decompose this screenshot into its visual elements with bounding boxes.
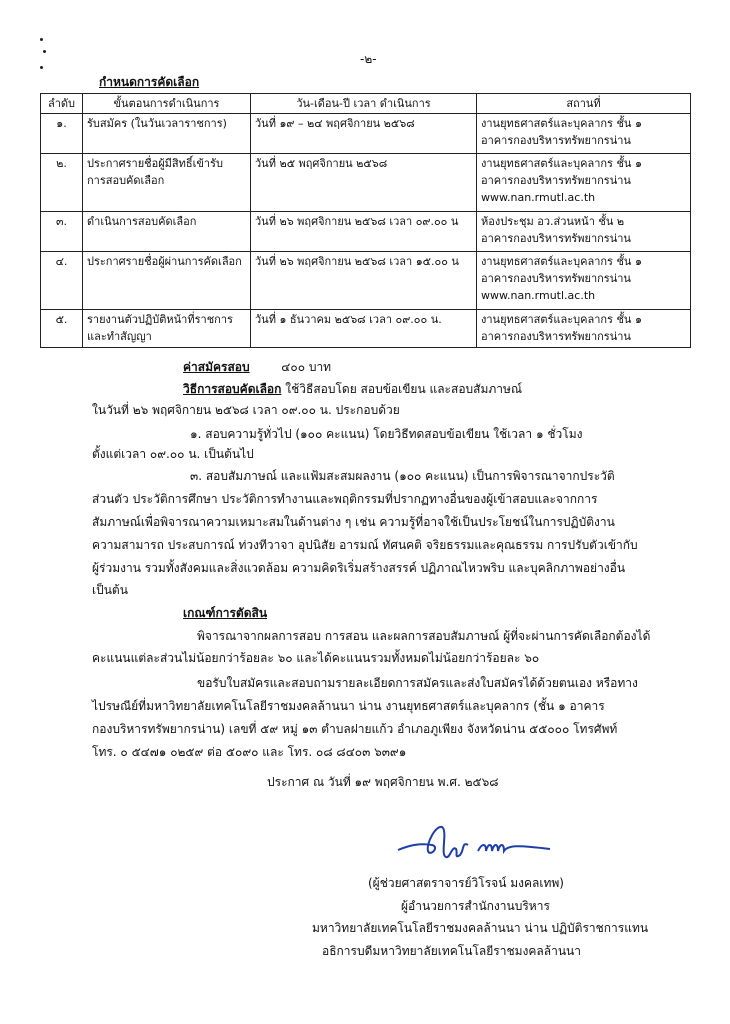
contact-line4: โทร. ๐ ๕๔๗๑ ๐๒๕๙ ต่อ ๕๐๙๐ และ โทร. ๐๘ ๘๔๐๓ ๖๓๙๑ <box>92 745 407 759</box>
signer-position2: มหาวิทยาลัยเทคโนโลยีราชมงคลล้านนา น่าน ปฏิบัติราชการแทน <box>312 921 649 935</box>
place-line: อาคารกองบริหารทรัพยากรน่าน <box>481 174 631 187</box>
method-item1-line1: ๑. สอบความรู้ทั่วไป (๑๐๐ คะแนน) โดยวิธีทดสอบข้อเขียน ใช้เวลา ๑ ชั่วโมง <box>190 427 583 441</box>
place-line: ห้องประชุม อว.ส่วนหน้า ชั้น ๒ <box>481 215 625 228</box>
row-date: วันที่ ๑ ธันวาคม ๒๕๖๘ เวลา ๐๙.๐๐ น. <box>251 310 477 348</box>
row-place <box>477 154 691 212</box>
contact-line1: ขอรับใบสมัครและสอบถามรายละเอียดการสมัครและส่งใบสมัครได้ด้วยตนเอง หรือทาง <box>197 676 638 690</box>
step-line: ประกาศรายชื่อผู้ผ่านการคัดเลือก <box>87 255 242 268</box>
method-item2-line4: ความสามารถ ประสบการณ์ ท่วงทีวาจา อุปนิสัย อารมณ์ ทัศนคติ จริยธรรมและคุณธรรม การปรับตัวเข้ากับ <box>92 538 638 552</box>
schedule-heading: กำหนดการคัดเลือก <box>99 75 200 89</box>
signer-position3: อธิการบดีมหาวิทยาลัยเทคโนโลยีราชมงคลล้านนา <box>322 944 581 958</box>
method-item2-line5: ผู้ร่วมงาน รวมทั้งสังคมและสิ่งแวดล้อม ความคิดริเริ่มสร้างสรรค์ ปฏิภาณไหวพริบ และบุคลิกภาพอย่างอื่น <box>92 561 626 575</box>
row-no: ๒. <box>41 154 83 212</box>
signer-name: (ผู้ช่วยศาสตราจารย์วิโรจน์ มงคลเทพ) <box>368 876 564 890</box>
method-intro: ใช้วิธีสอบโดย สอบข้อเขียน และสอบสัมภาษณ์ <box>285 382 523 396</box>
table-row <box>41 310 691 348</box>
place-line: งานยุทธศาสตร์และบุคลากร ชั้น ๑ <box>481 157 642 170</box>
handwritten-signature <box>390 815 560 870</box>
method-item2-line6: เป็นต้น <box>92 583 128 597</box>
table-row <box>41 252 691 310</box>
place-line: งานยุทธศาสตร์และบุคลากร ชั้น ๑ <box>481 313 642 326</box>
method-item1-line2: ตั้งแต่เวลา ๐๙.๐๐ น. เป็นต้นไป <box>92 447 254 461</box>
place-link[interactable]: www.nan.rmutl.ac.th <box>481 289 596 302</box>
fee-row <box>183 357 331 377</box>
row-no: ๔. <box>41 252 83 310</box>
fee-value: ๔๐๐ บาท <box>281 360 332 374</box>
step-line: รับสมัคร (ในวันเวลาราชการ) <box>87 117 227 130</box>
place-line: อาคารกองบริหารทรัพยากรน่าน <box>481 330 631 343</box>
criteria-line1: พิจารณาจากผลการสอบ การสอน และผลการสอบสัมภาษณ์ ผู้ที่จะผ่านการคัดเลือกต้องได้ <box>197 629 651 643</box>
step-line: รายงานตัวปฏิบัติหน้าที่ราชการ <box>87 313 233 326</box>
schedule-table <box>40 93 691 348</box>
table-header-row <box>41 94 691 114</box>
row-step <box>83 310 251 348</box>
row-place <box>477 212 691 252</box>
page-number: -๒- <box>360 52 377 66</box>
place-line: งานยุทธศาสตร์และบุคลากร ชั้น ๑ <box>481 255 642 268</box>
row-place <box>477 252 691 310</box>
place-line: งานยุทธศาสตร์และบุคลากร ชั้น ๑ <box>481 117 642 130</box>
step-line: ประกาศรายชื่อผู้มีสิทธิ์เข้ารับ <box>87 157 223 170</box>
table-row <box>41 154 691 212</box>
row-no: ๕. <box>41 310 83 348</box>
contact-line3: กองบริหารทรัพยากรน่าน) เลขที่ ๕๙ หมู่ ๑๓ ตำบลฝายแก้ว อำเภอภูเพียง จังหวัดน่าน ๕๕๐๐๐ โทรศัพท์ <box>92 722 618 736</box>
method-item2-line1: ๓. สอบสัมภาษณ์ และแฟ้มสะสมผลงาน (๑๐๐ คะแนน) เป็นการพิจารณาจากประวัติ <box>190 469 615 483</box>
place-line: อาคารกองบริหารทรัพยากรน่าน <box>481 272 631 285</box>
table-row <box>41 212 691 252</box>
row-place <box>477 310 691 348</box>
method-item2-line2: ส่วนตัว ประวัติการศึกษา ประวัติการทำงานและพฤติกรรมที่ปรากฏทางอื่นของผู้เข้าสอบและจากการ <box>92 492 598 506</box>
signer-position1: ผู้อำนวยการสำนักงานบริหาร <box>401 899 550 913</box>
step-line: และทำสัญญา <box>87 330 152 343</box>
criteria-line2: คะแนนแต่ละส่วนไม่น้อยกว่าร้อยละ ๖๐ และได้คะแนนรวมทั้งหมดไม่น้อยกว่าร้อยละ ๖๐ <box>92 651 540 665</box>
step-line: การสอบคัดเลือก <box>87 174 165 187</box>
row-place <box>477 114 691 154</box>
row-date: วันที่ ๒๖ พฤศจิกายน ๒๕๖๘ เวลา ๐๙.๐๐ น <box>251 212 477 252</box>
row-date: วันที่ ๑๙ – ๒๔ พฤศจิกายน ๒๕๖๘ <box>251 114 477 154</box>
place-line: อาคารกองบริหารทรัพยากรน่าน <box>481 134 631 147</box>
method-row <box>183 379 522 399</box>
place-line: อาคารกองบริหารทรัพยากรน่าน <box>481 232 631 245</box>
header-no: ลำดับ <box>41 94 83 114</box>
method-date-line: ในวันที่ ๒๖ พฤศจิกายน ๒๕๖๘ เวลา ๐๙.๐๐ น. ประกอบด้วย <box>92 403 400 417</box>
criteria-heading: เกณฑ์การตัดสิน <box>183 606 268 620</box>
row-step <box>83 114 251 154</box>
announce-date: ประกาศ ณ วันที่ ๑๙ พฤศจิกายน พ.ศ. ๒๕๖๘ <box>267 775 499 789</box>
step-line: ดำเนินการสอบคัดเลือก <box>87 215 197 228</box>
row-step <box>83 212 251 252</box>
place-link[interactable]: www.nan.rmutl.ac.th <box>481 191 596 204</box>
fee-label: ค่าสมัครสอบ <box>183 360 250 374</box>
row-date: วันที่ ๒๖ พฤศจิกายน ๒๕๖๘ เวลา ๑๕.๐๐ น <box>251 252 477 310</box>
row-step <box>83 252 251 310</box>
row-date: วันที่ ๒๕ พฤศจิกายน ๒๕๖๘ <box>251 154 477 212</box>
table-row <box>41 114 691 154</box>
method-label: วิธีการสอบคัดเลือก <box>183 382 282 396</box>
header-date: วัน-เดือน-ปี เวลา ดำเนินการ <box>251 94 477 114</box>
header-place: สถานที่ <box>477 94 691 114</box>
header-step: ขั้นตอนการดำเนินการ <box>83 94 251 114</box>
contact-line2: ไปรษณีย์ที่มหาวิทยาลัยเทคโนโลยีราชมงคลล้านนา น่าน งานยุทธศาสตร์และบุคลากร (ชั้น ๑ อาคาร <box>92 699 605 713</box>
row-no: ๑. <box>41 114 83 154</box>
row-no: ๓. <box>41 212 83 252</box>
row-step <box>83 154 251 212</box>
method-item2-line3: สัมภาษณ์เพื่อพิจารณาความเหมาะสมในด้านต่าง ๆ เช่น ความรู้ที่อาจใช้เป็นประโยชน์ในการปฏิบัติงาน <box>92 515 615 529</box>
